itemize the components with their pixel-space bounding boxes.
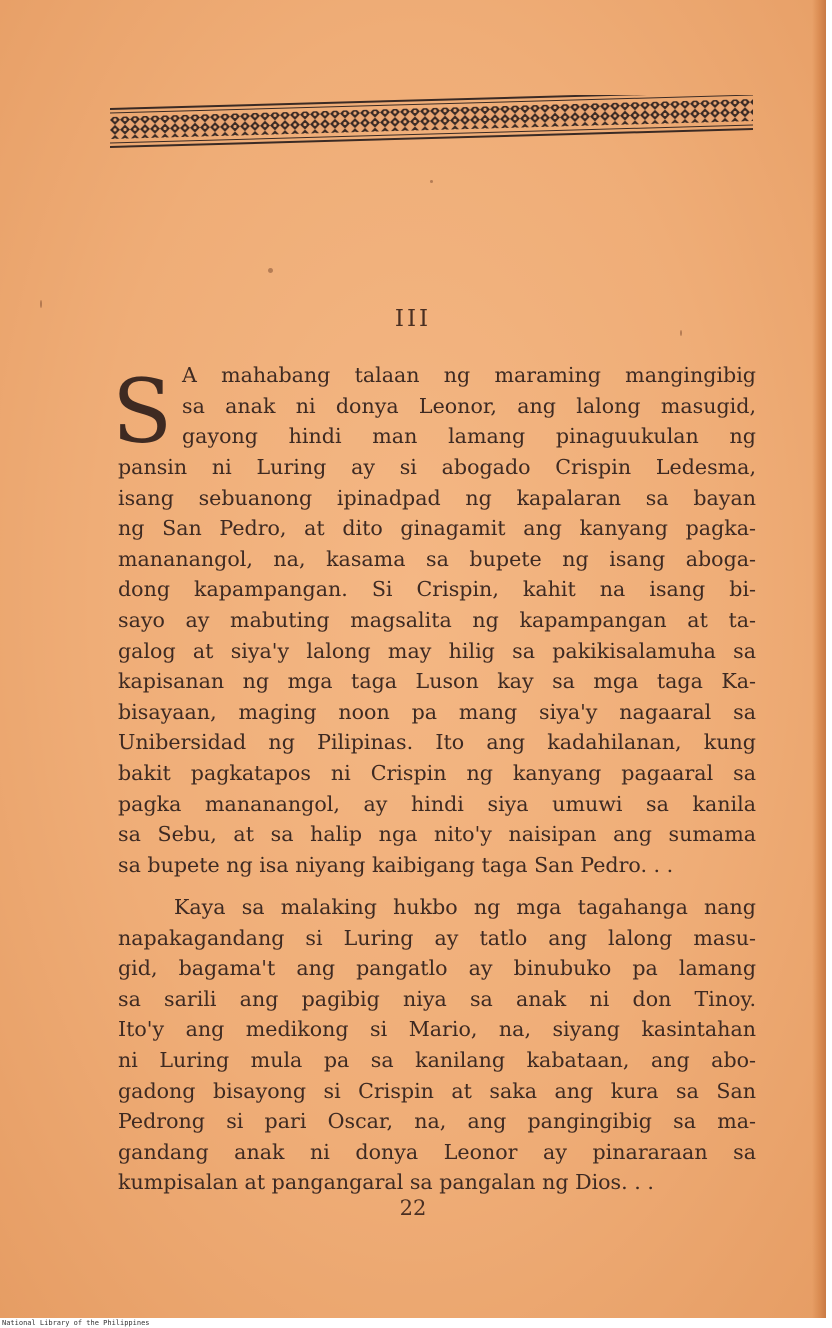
footer-credit: National Library of the Philippines xyxy=(2,1319,150,1327)
paper-speck xyxy=(680,330,682,336)
text-line: isang sebuanong ipinadpad ng kapalaran sa bayan xyxy=(118,485,756,510)
page-edge xyxy=(812,0,826,1318)
text-line: napakagandang si Luring ay tatlo ang lalong masu- xyxy=(118,925,756,950)
text-line: galog at siya'y lalong may hilig sa pakikisalamuha sa xyxy=(118,638,756,663)
drop-cap: S xyxy=(112,360,173,463)
decorative-header-ornament xyxy=(110,95,753,155)
text-line: mananangol, na, kasama sa bupete ng isang aboga- xyxy=(118,546,756,571)
text-line: pansin ni Luring ay si abogado Crispin Ledesma, xyxy=(118,455,756,479)
text-line: bisayaan, maging noon pa mang siya'y nagaaral sa xyxy=(118,699,756,724)
text-line: pagka mananangol, ay hindi siya umuwi sa kanila xyxy=(118,791,756,816)
text-line: A mahabang talaan ng maraming mangingibig xyxy=(182,363,756,387)
text-line: Unibersidad ng Pilipinas. Ito ang kadahilanan, kung xyxy=(118,730,756,755)
text-line: sayo ay mabuting magsalita ng kapampangan at ta- xyxy=(118,607,756,632)
text-line: sa Sebu, at sa halip nga nito'y naisipan ang sumama xyxy=(118,822,756,847)
paragraph-1 xyxy=(118,452,756,880)
chapter-number: III xyxy=(394,306,432,332)
paragraph-2 xyxy=(118,892,756,1198)
text-line: Kaya sa malaking hukbo ng mga tagahanga nang xyxy=(174,895,756,919)
page-number: 22 xyxy=(399,1196,427,1220)
text-line: Pedrong si pari Oscar, na, ang pangingibig sa ma- xyxy=(118,1109,756,1134)
text-line: sa anak ni donya Leonor, ang lalong masugid, xyxy=(182,393,756,418)
text-line: gayong hindi man lamang pinaguukulan ng xyxy=(182,424,756,449)
text-line: sa bupete ng isa niyang kaibigang taga San Pedro. . . xyxy=(118,852,674,877)
text-line: sa sarili ang pagibig niya sa anak ni don Tinoy. xyxy=(118,986,756,1011)
text-line: ni Luring mula pa sa kanilang kabataan, ang abo- xyxy=(118,1047,756,1072)
text-line: dong kapampangan. Si Crispin, kahit na isang bi- xyxy=(118,577,756,602)
text-line: kumpisalan at pangangaral sa pangalan ng Dios. . . xyxy=(118,1170,654,1195)
text-line: ng San Pedro, at dito ginagamit ang kanyang pagka- xyxy=(118,516,756,541)
text-line: gandang anak ni donya Leonor ay pinararaan sa xyxy=(118,1139,756,1164)
paper-speck xyxy=(40,300,42,308)
text-line: Ito'y ang medikong si Mario, na, siyang kasintahan xyxy=(118,1017,756,1042)
paper-speck xyxy=(268,268,273,273)
text-line: bakit pagkatapos ni Crispin ng kanyang pagaaral sa xyxy=(118,760,756,785)
paper-speck xyxy=(430,180,433,183)
text-line: kapisanan ng mga taga Luson kay sa mga taga Ka- xyxy=(118,669,756,694)
text-line: gadong bisayong si Crispin at saka ang kura sa San xyxy=(118,1078,756,1103)
text-line: gid, bagama't ang pangatlo ay binubuko pa lamang xyxy=(118,956,756,981)
paragraph-1-indented xyxy=(182,360,756,452)
